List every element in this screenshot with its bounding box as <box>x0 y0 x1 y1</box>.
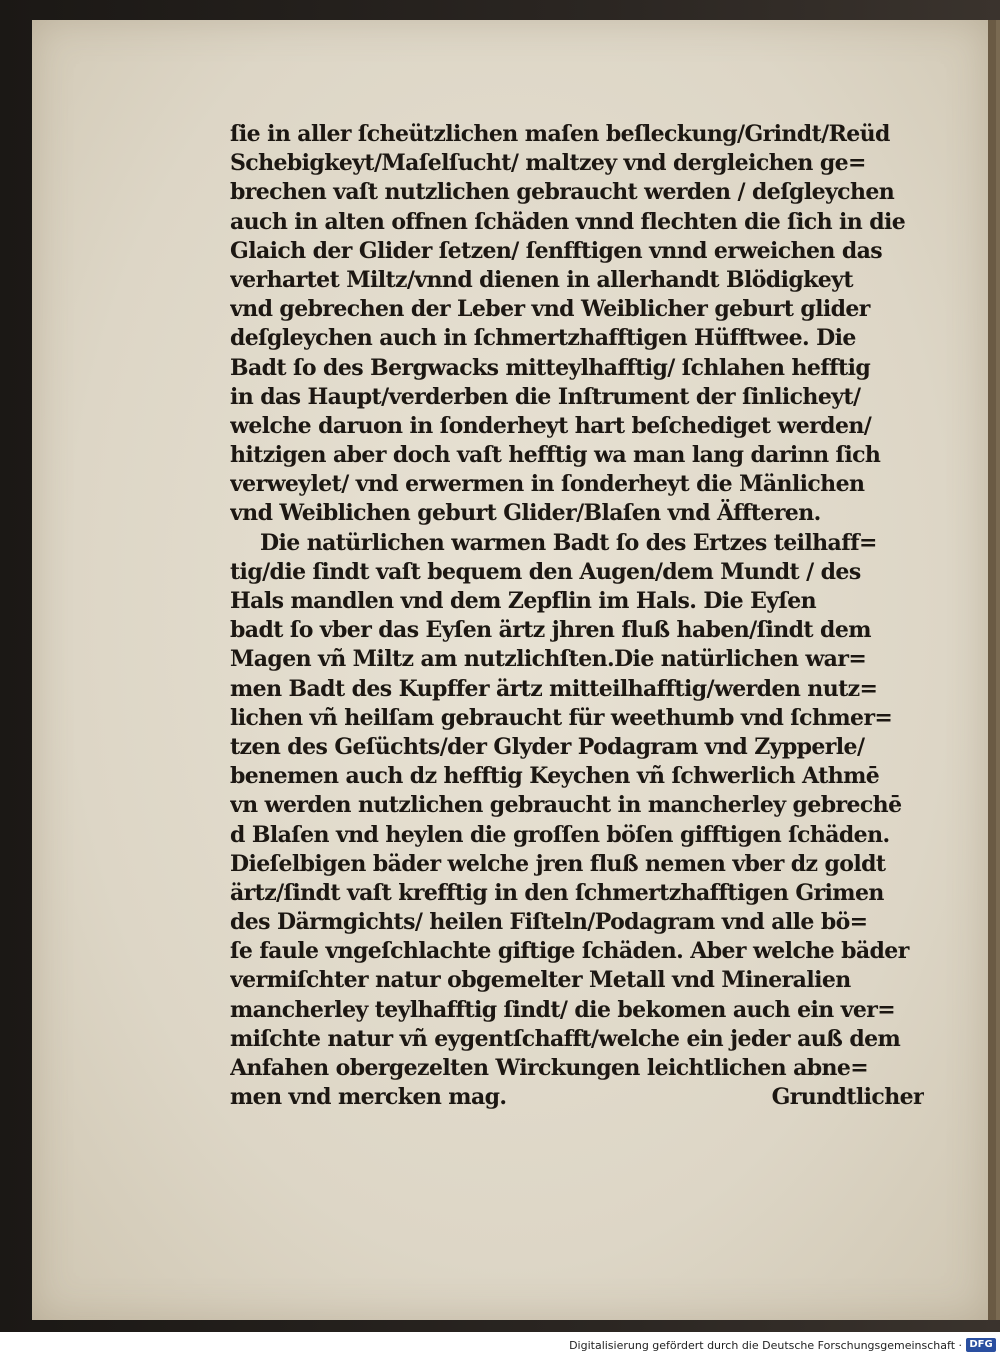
catchword: Grundtlicher <box>771 1084 924 1111</box>
text-line: men vnd mercken mag. <box>230 1084 507 1111</box>
text-line: verhartet Miltz/vnnd dienen in allerhandt Blödigkeyt <box>230 266 853 293</box>
text-line: Schebigkeyt/Maſelſucht/ maltzey vnd dergleichen ge= <box>230 150 866 177</box>
text-line: lichen vñ heilſam gebraucht für weethumb vnd ſchmer= <box>230 704 893 731</box>
text-line: welche daruon in ſonderheyt hart beſchediget werden/ <box>230 412 872 439</box>
final-line <box>230 1083 924 1112</box>
text-line: benemen auch dz hefftig Keychen vñ ſchwerlich Athmē <box>230 763 880 790</box>
text-line: ärtz/ſindt vaſt krefftig in den ſchmertzhafftigen Grimen <box>230 879 884 906</box>
text-line: badt ſo vber das Eyſen ärtz jhren fluß haben/ſindt dem <box>230 617 871 644</box>
text-line: Anfahen obergezelten Wirckungen leichtlichen abne= <box>230 1055 869 1081</box>
text-line: verweylet/ vnd erwermen in ſonderheyt die Mänlichen <box>230 471 865 498</box>
text-line: des Därmgichts/ heilen Fiſteln/Podagram vnd alle bö= <box>230 909 868 936</box>
text-line: miſchte natur vñ eygentſchafft/welche ein jeder auß dem <box>230 1025 901 1052</box>
text-line: men Badt des Kupffer ärtz mitteilhafftig/werden nutz= <box>230 675 878 702</box>
text-line: Glaich der Glider ſetzen/ ſenfftigen vnnd erweichen das <box>230 237 883 264</box>
text-line: vermiſchter natur obgemelter Metall vnd Mineralien <box>230 967 851 994</box>
text-line: brechen vaſt nutzlichen gebraucht werden / deſgleychen <box>230 179 895 206</box>
paragraph-start-line: Die natürlichen warmen Badt ſo des Ertzes teilhaff= <box>260 529 877 556</box>
text-line: tzen des Geſüchts/der Glyder Podagram vnd Zypperle/ <box>230 733 865 760</box>
text-line: vnd gebrechen der Leber vnd Weiblicher geburt glider <box>230 296 870 323</box>
footer-bar <box>0 1332 1000 1359</box>
funding-credit: Digitalisierung gefördert durch die Deutsche Forschungsgemeinschaft · <box>569 1339 962 1352</box>
text-line: in das Haupt/verderben die Inſtrument der ſinlicheyt/ <box>230 383 861 410</box>
book-page <box>32 20 996 1320</box>
text-line: ſie in aller ſcheützlichen maſen beſleckung/Grindt/Reüd <box>230 121 890 147</box>
text-line: mancherley teylhafftig ſindt/ die bekomen auch ein ver= <box>230 996 896 1023</box>
text-line: hitzigen aber doch vaſt hefftig wa man lang darinn ſich <box>230 442 881 469</box>
text-line: tig/die ſindt vaſt bequem den Augen/dem Mundt / des <box>230 558 861 585</box>
text-line: vn werden nutzlichen gebraucht in mancherley gebrechē <box>230 792 902 819</box>
text-line: ſe faule vngeſchlachte giftige ſchäden. Aber welche bäder <box>230 938 909 965</box>
text-line: Magen vñ Miltz am nutzlichſten.Die natürlichen war= <box>230 646 867 673</box>
text-line: Badt ſo des Bergwacks mitteylhafftig/ ſchlahen hefftig <box>230 354 871 381</box>
text-line: vnd Weiblichen geburt Glider/Blaſen vnd Äffteren. <box>230 500 821 527</box>
text-line: deſgleychen auch in ſchmertzhafftigen Hüfftwee. Die <box>230 325 856 352</box>
dfg-logo: DFG <box>966 1338 996 1352</box>
text-line: Hals mandlen vnd dem Zepflin im Hals. Die Eyſen <box>230 588 817 614</box>
text-block <box>230 120 924 1112</box>
text-line: d Blaſen vnd heylen die groſſen böſen gifftigen ſchäden. <box>230 821 890 848</box>
text-line: auch in alten offnen ſchäden vnnd flechten die ſich in die <box>230 208 906 235</box>
page-edge <box>996 20 1000 1320</box>
text-line: Dieſelbigen bäder welche jren fluß nemen vber dz goldt <box>230 850 886 877</box>
